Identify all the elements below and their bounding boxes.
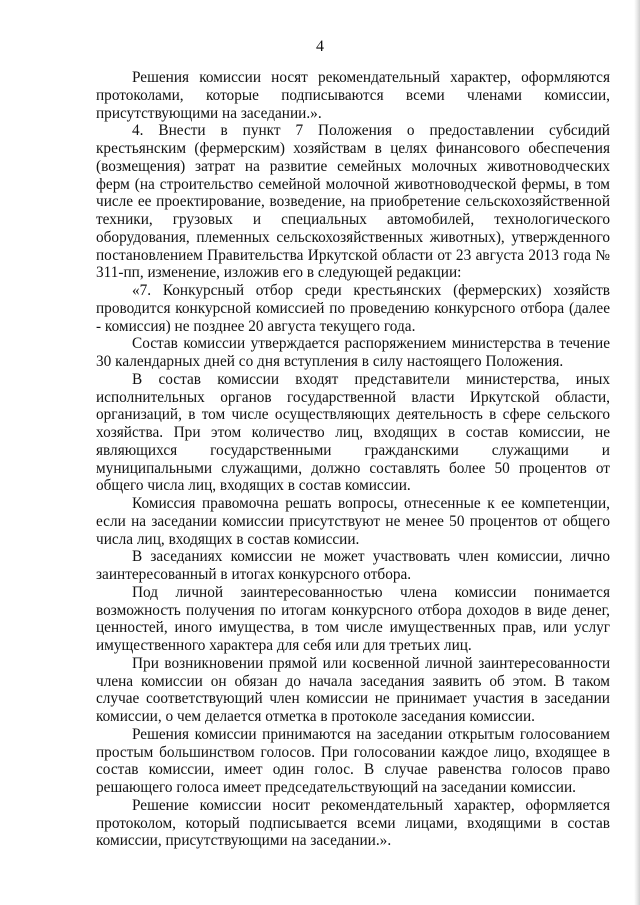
page-edge-shadow <box>634 0 640 905</box>
paragraph: Состав комиссии утверждается распоряжением министерства в течение 30 календарных дней со дня вступления в силу настоящего Положения. <box>96 335 610 370</box>
paragraph: Решение комиссии носит рекомендательный характер, оформляется протоколом, который подписывается всеми лицами, входящими в состав комиссии, присутствующими на заседании.». <box>96 796 610 850</box>
paragraph: Решения комиссии носят рекомендательный характер, оформляются протоколами, которые подписываются всеми членами комиссии, присутствующими на заседании.». <box>96 69 610 122</box>
paragraph: В заседаниях комиссии не может участвовать член комиссии, лично заинтересованный в итогах конкурсного отбора. <box>96 548 610 583</box>
page-number: 4 <box>316 38 324 55</box>
paragraph: При возникновении прямой или косвенной личной заинтересованности члена комиссии он обязан до начала заседания заявить об этом. В таком случае соответствующий член комиссии не принимает участия в заседании комиссии, о чем делается отметка в протоколе заседания комиссии. <box>96 654 610 725</box>
paragraph: «7. Конкурсный отбор среди крестьянских (фермерских) хозяйств проводится конкурсной комиссией по проведению конкурсного отбора (далее - комиссия) не позднее 20 августа текущего года. <box>96 282 610 335</box>
paragraph: В состав комиссии входят представители министерства, иных исполнительных органов государственной власти Иркутской области, организаций, в том числе осуществляющих деятельность в сфере сельского хозяйства. При этом количество лиц, входящих в состав комиссии, не являющихся государственными гражданскими служащими и муниципальными служащими, должно составлять более 50 процентов от общего числа лиц, входящих в состав комиссии. <box>96 370 610 495</box>
paragraph: Под личной заинтересованностью члена комиссии понимается возможность получения по итогам конкурсного отбора доходов в виде денег, ценностей, иного имущества, в том числе имущественных прав, или услуг имущественного характера для себя или для третьих лиц. <box>96 583 610 654</box>
paragraph: Решения комиссии принимаются на заседании открытым голосованием простым большинством голосов. При голосовании каждое лицо, входящее в состав комиссии, имеет один голос. В случае равенства голосов право решающего голоса имеет председательствующий на заседании комиссии. <box>96 725 610 796</box>
document-body <box>96 69 610 850</box>
paragraph: Комиссия правомочна решать вопросы, отнесенные к ее компетенции, если на заседании комиссии присутствуют не менее 50 процентов от общего числа лиц, входящих в состав комиссии. <box>96 495 610 548</box>
paragraph: 4. Внести в пункт 7 Положения о предоставлении субсидий крестьянским (фермерским) хозяйствам в целях финансового обеспечения (возмещения) затрат на развитие семейных молочных животноводческих ферм (на строительство семейной молочной животноводческой фермы, в том числе ее проектирование, возведение, на приобретение сельскохозяйственной техники, грузовых и специальных автомобилей, технологического оборудования, племенных сельскохозяйственных животных), утвержденного постановлением Правительства Иркутской области от 23 августа 2013 года № 311-пп, изменение, изложив его в следующей редакции: <box>96 122 610 282</box>
